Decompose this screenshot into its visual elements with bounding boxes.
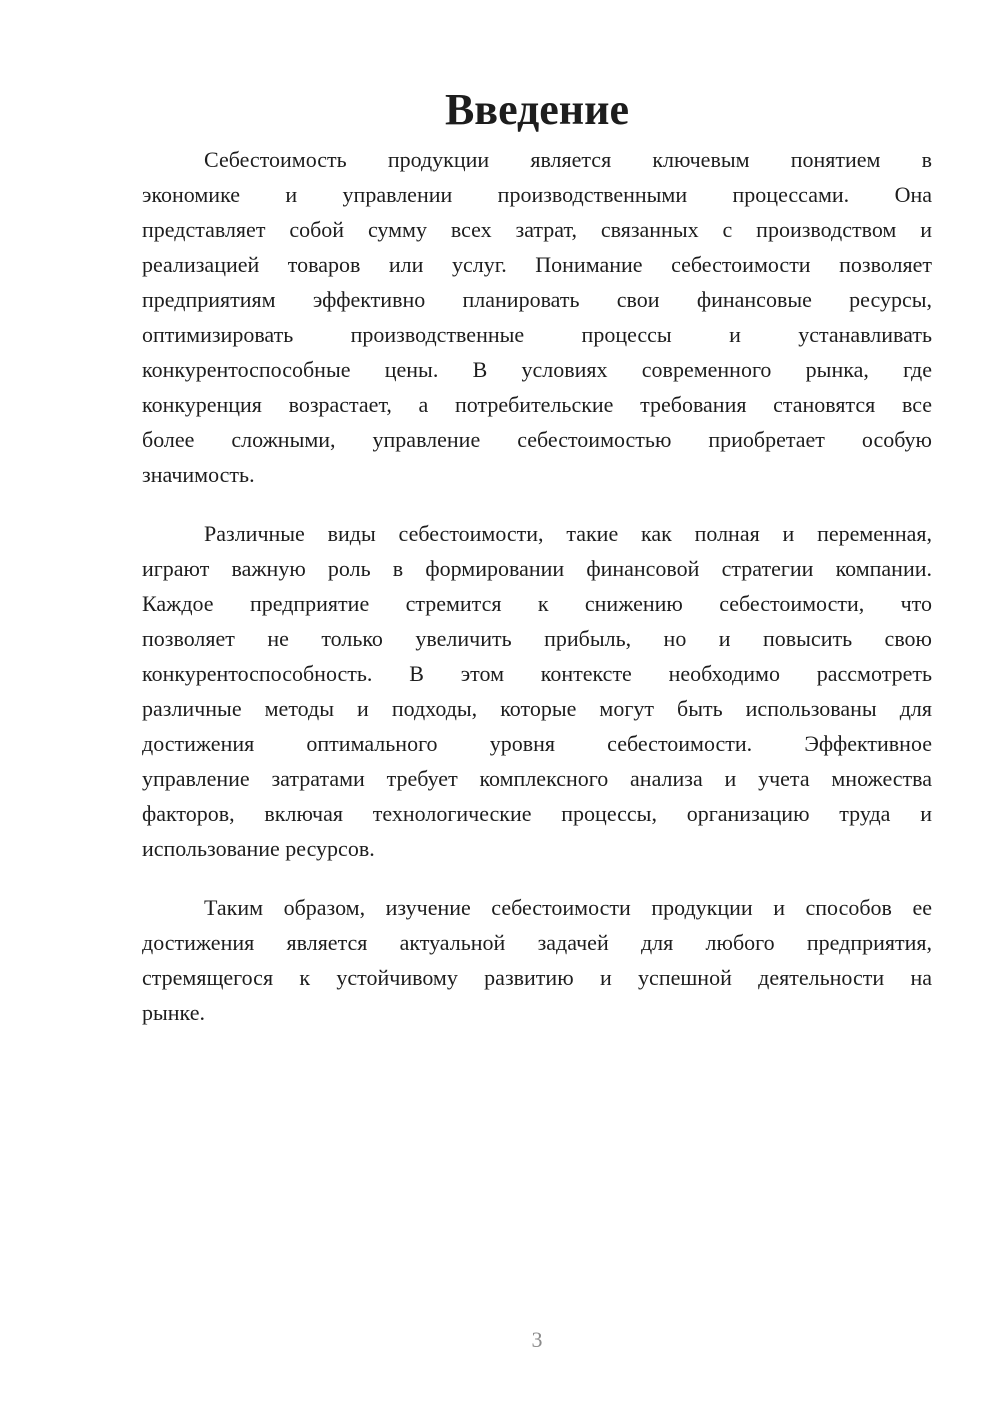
paragraph-line: факторов, включая технологические процессы, организацию труда и [142, 801, 932, 826]
paragraph-line: позволяет не только увеличить прибыль, но и повысить свою [142, 626, 932, 651]
paragraph-line: значимость. [142, 462, 255, 487]
paragraph-line: оптимизировать производственные процессы и устанавливать [142, 322, 932, 347]
paragraph-line: Таким образом, изучение себестоимости продукции и способов ее [204, 895, 932, 920]
paragraph-line: рынке. [142, 1000, 205, 1025]
paragraph-line: Различные виды себестоимости, такие как полная и переменная, [204, 521, 932, 546]
paragraph-line: достижения оптимального уровня себестоимости. Эффективное [142, 731, 932, 756]
paragraph-line: представляет собой сумму всех затрат, связанных с производством и [142, 217, 932, 242]
paragraph-line: стремящегося к устойчивому развитию и успешной деятельности на [142, 965, 932, 990]
paragraph-line: реализацией товаров или услуг. Понимание себестоимости позволяет [142, 252, 932, 277]
paragraph-line: достижения является актуальной задачей для любого предприятия, [142, 930, 932, 955]
paragraph-line: конкурентоспособность. В этом контексте необходимо рассмотреть [142, 661, 932, 686]
paragraph [142, 890, 932, 1030]
paragraph-line: предприятиям эффективно планировать свои финансовые ресурсы, [142, 287, 932, 312]
paragraph-line: различные методы и подходы, которые могут быть использованы для [142, 696, 932, 721]
paragraph [142, 516, 932, 866]
paragraph [142, 142, 932, 492]
paragraph-line: Каждое предприятие стремится к снижению себестоимости, что [142, 591, 932, 616]
text-block [142, 85, 932, 1030]
document-title: Введение [444, 85, 630, 134]
paragraph-line: конкуренция возрастает, а потребительские требования становятся все [142, 392, 932, 417]
paragraph-line: использование ресурсов. [142, 836, 375, 861]
paragraph-line: управление затратами требует комплексного анализа и учета множества [142, 766, 932, 791]
page-number: 3 [531, 1327, 543, 1352]
paragraph-line: играют важную роль в формировании финансовой стратегии компании. [142, 556, 932, 581]
paragraph-line: более сложными, управление себестоимостью приобретает особую [142, 427, 932, 452]
paragraph-line: конкурентоспособные цены. В условиях современного рынка, где [142, 357, 932, 382]
paragraph-line: экономике и управлении производственными процессами. Она [142, 182, 932, 207]
paragraph-line: Себестоимость продукции является ключевым понятием в [204, 147, 932, 172]
